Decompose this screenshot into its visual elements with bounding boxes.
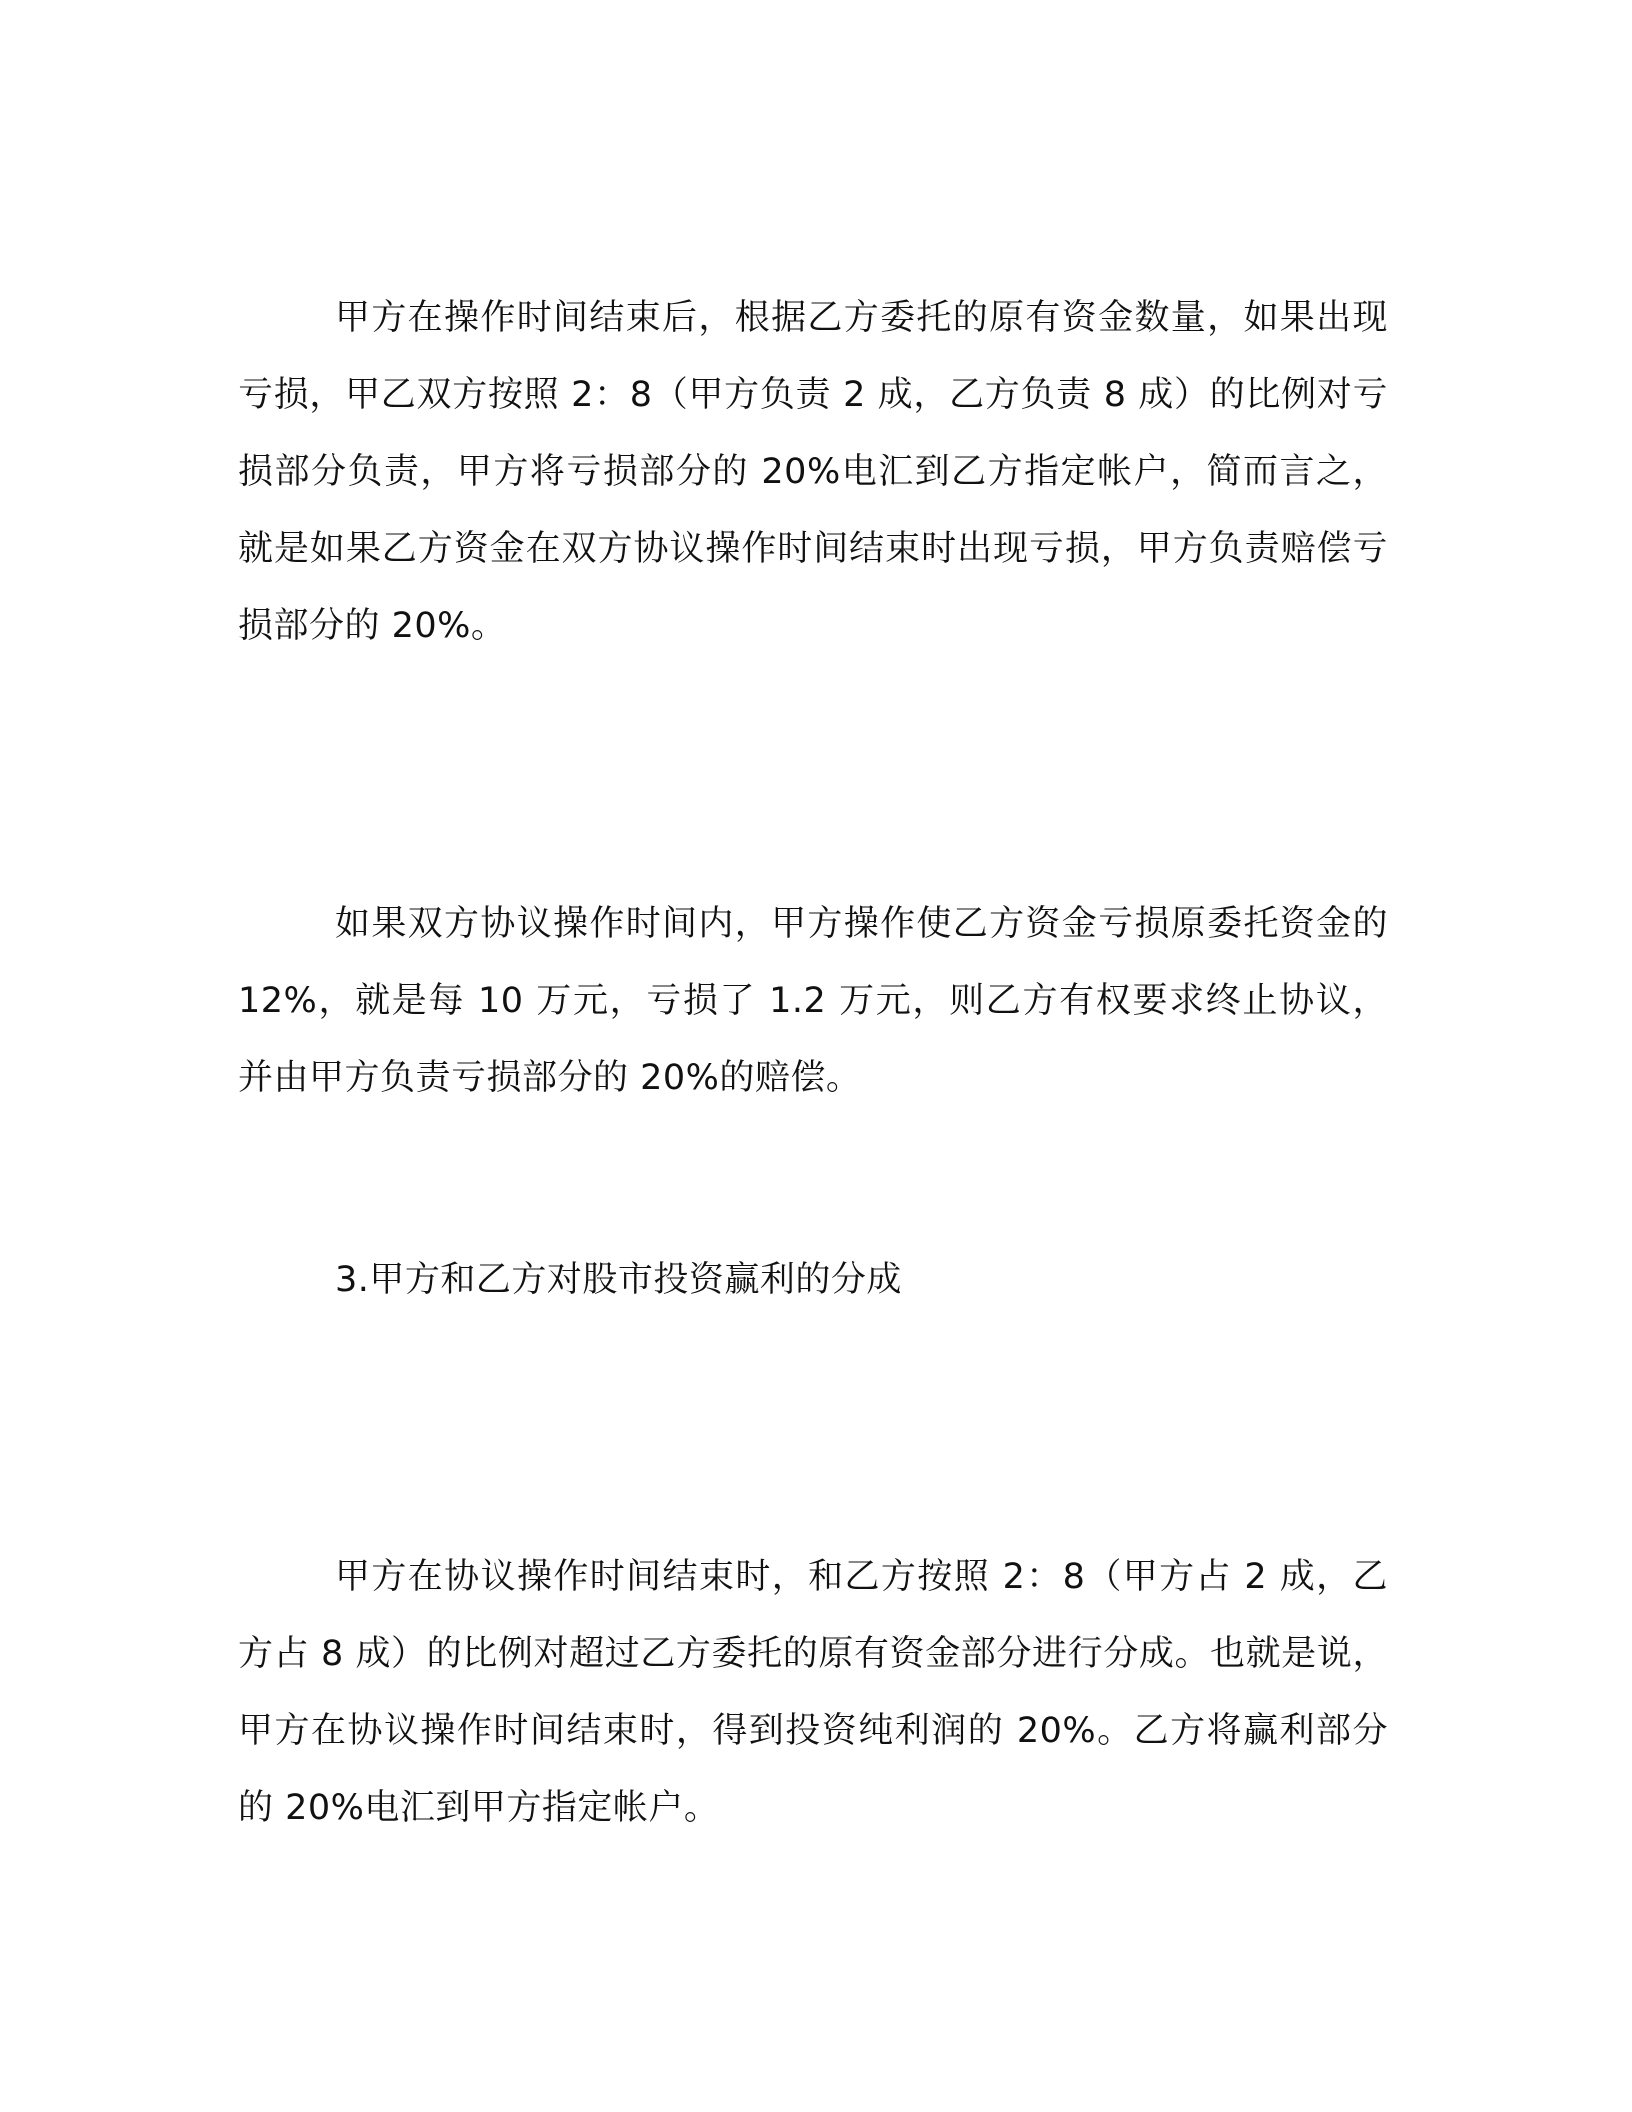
section-heading-profit-sharing: 3.甲方和乙方对股市投资赢利的分成 [335,1260,902,1300]
paragraph-termination-clause: 如果双方协议操作时间内，甲方操作使乙方资金亏损原委托资金的 12%，就是每 10 万元，亏损了 1.2 万元，则乙方有权要求终止协议，并由甲方负责亏损部分的 20%的赔偿。 [238,904,1388,1098]
paragraph-loss-compensation: 甲方在操作时间结束后，根据乙方委托的原有资金数量，如果出现亏损，甲乙双方按照 2：8（甲方负责 2 成，乙方负责 8 成）的比例对亏损部分负责，甲方将亏损部分的 20%电汇到乙方指定帐户，简而言之，就是如果乙方资金在双方协议操作时间结束时出现亏损，甲方负责赔偿亏损部分的 20%。 [238,298,1388,646]
paragraph-profit-sharing: 甲方在协议操作时间结束时，和乙方按照 2：8（甲方占 2 成，乙方占 8 成）的比例对超过乙方委托的原有资金部分进行分成。也就是说，甲方在协议操作时间结束时，得到投资纯利润的 20%。乙方将赢利部分的 20%电汇到甲方指定帐户。 [238,1557,1388,1828]
